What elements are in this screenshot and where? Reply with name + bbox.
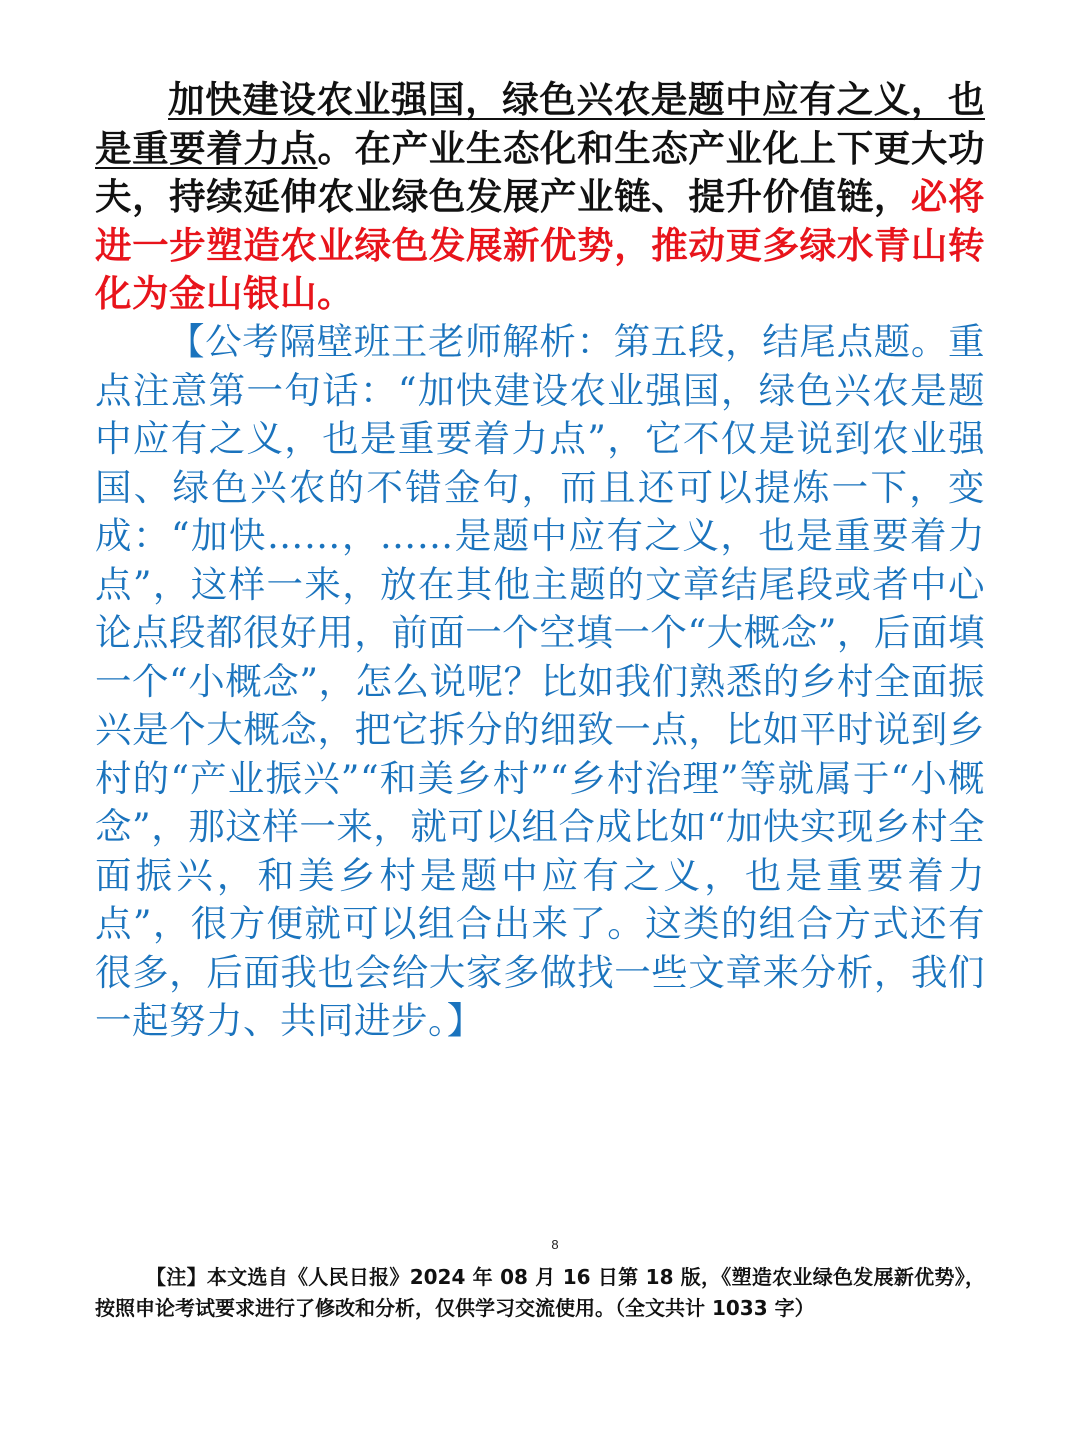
analysis-paragraph: 【公考隔壁班王老师解析：第五段，结尾点题。重点注意第一句话：“加快建设农业强国，绿色兴农是题中应有之义，也是重要着力点”，它不仅是说到农业强国、绿色兴农的不错金句，而且还可以提炼一下，变成：“加快……，……是题中应有之义，也是重要着力点”，这样一来，放在其他主题的文章结尾段或者中心论点段都很好用，前面一个空填一个“大概念”，后面填一个“小概念”，怎么说呢？比如我们熟悉的乡村全面振兴是个大概念，把它拆分的细致一点，比如平时说到乡村的“产业振兴”“和美乡村”“乡村治理”等就属于“小概念”，那这样一来，就可以组合成比如“加快实现乡村全面振兴，和美乡村是题中应有之义，也是重要着力点”，很方便就可以组合出来了。这类的组合方式还有很多，后面我也会给大家多做找一些文章来分析，我们一起努力、共同进步。】 xyxy=(95,320,985,1042)
highlighted-red-text: 必将进一步塑造农业绿色发展新优势，推动更多绿水青山转化为金山银山。 xyxy=(95,175,986,315)
paragraph-main xyxy=(95,76,985,319)
underlined-key-sentence-part2: 是重要着力点 xyxy=(95,126,318,170)
underlined-key-sentence-part1: 加快建设农业强国，绿色兴农是题中应有之义，也 xyxy=(168,78,985,121)
page-number: 8 xyxy=(551,1237,559,1252)
footnote: 【注】本文选自《人民日报》2024 年 08 月 16 日第 18 版，《塑造农业绿色发展新优势》，按照申论考试要求进行了修改和分析，仅供学习交流使用。（全文共计 1033 字） xyxy=(95,1265,985,1320)
paragraph-main-text: 。在产业生态化和生态产业化上下更大功夫，持续延伸农业绿色发展产业链、提升价值链， xyxy=(95,126,986,218)
